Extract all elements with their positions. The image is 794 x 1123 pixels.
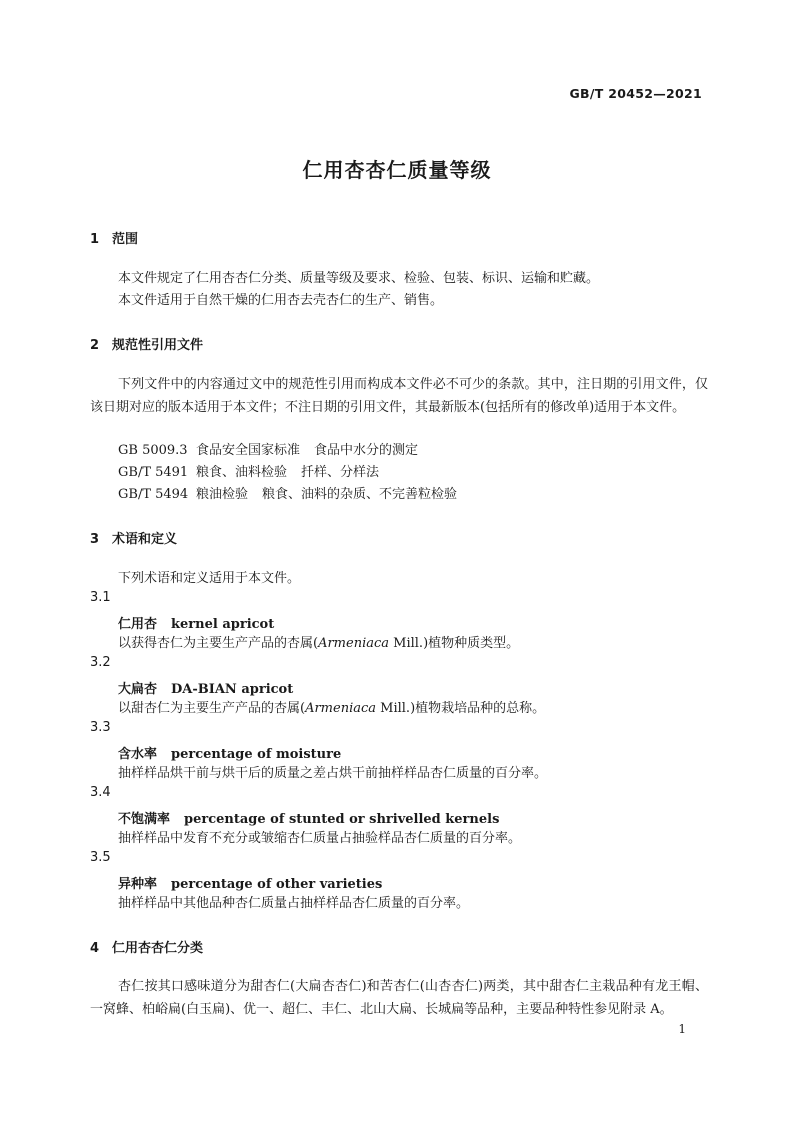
term-english: DA-BIAN apricot [171, 682, 294, 697]
term-chinese: 大扁杏 [118, 682, 158, 697]
document-title: 仁用杏杏仁质量等级 [302, 158, 492, 182]
reference-code: GB/T 5494 [118, 487, 189, 502]
definition-italic: Armeniaca [318, 636, 390, 651]
section-4-heading [90, 937, 203, 956]
section-1-heading [90, 228, 138, 247]
term-chinese: 仁用杏 [118, 617, 158, 632]
reference-title-2: 食品中水分的测定 [314, 443, 419, 458]
reference-title-2: 扦样、分样法 [301, 465, 380, 480]
section-title: 规范性引用文件 [112, 338, 204, 353]
term-entry [118, 678, 293, 697]
reference-title-1: 食品安全国家标准 [196, 443, 301, 458]
term-english: percentage of stunted or shrivelled kernels [184, 812, 500, 827]
reference-title-1: 粮油检验 [196, 487, 249, 502]
scope-paragraph-1: 本文件规定了仁用杏杏仁分类、质量等级及要求、检验、包装、标识、运输和贮藏。 [118, 271, 600, 286]
term-entry [118, 613, 274, 632]
standard-code: GB/T 20452—2021 [569, 86, 702, 101]
term-definition: 抽样样品中其他品种杏仁质量占抽样样品杏仁质量的百分率。 [118, 896, 470, 911]
definition-text: Mill.)植物栽培品种的总称。 [376, 701, 546, 716]
term-number: 3.4 [90, 785, 111, 800]
term-chinese: 异种率 [118, 877, 158, 892]
definition-text: 以甜杏仁为主要生产产品的杏属( [118, 701, 306, 716]
term-number: 3.2 [90, 655, 111, 670]
reference-title-1: 粮食、油料检验 [196, 465, 288, 480]
definition-italic: Armeniaca [305, 701, 377, 716]
term-entry [118, 873, 382, 892]
section-title: 仁用杏杏仁分类 [112, 941, 204, 956]
term-definition: 抽样样品烘干前与烘干后的质量之差占烘干前抽样样品杏仁质量的百分率。 [118, 766, 548, 781]
reference-code: GB 5009.3 [118, 443, 188, 458]
reference-item [118, 484, 457, 506]
page-number: 1 [678, 1022, 686, 1036]
section-number: 4 [90, 941, 100, 956]
term-english: percentage of moisture [171, 747, 342, 762]
term-definition: 抽样样品中发育不充分或皱缩杏仁质量占抽验样品杏仁质量的百分率。 [118, 831, 522, 846]
reference-title-2: 粮食、油料的杂质、不完善粒检验 [262, 487, 458, 502]
scope-paragraph-2: 本文件适用于自然干燥的仁用杏去壳杏仁的生产、销售。 [118, 293, 444, 308]
term-chinese: 不饱满率 [118, 812, 171, 827]
definition-text: 以获得杏仁为主要生产产品的杏属( [118, 636, 319, 651]
section-2-heading [90, 334, 203, 353]
term-number: 3.5 [90, 850, 111, 865]
term-english: percentage of other varieties [171, 877, 383, 892]
reference-item [118, 440, 418, 462]
classification-paragraph: 杏仁按其口感味道分为甜杏仁(大扁杏杏仁)和苦杏仁(山杏杏仁)两类，其中甜杏仁主栽品种有龙王帽、一窝蜂、柏峪扁(白玉扁)、优一、超仁、丰仁、北山大扁、长城扁等品种，主要品种特性参见附录 A。 [90, 979, 708, 1017]
definition-text: Mill.)植物种质类型。 [389, 636, 520, 651]
term-entry [118, 808, 499, 827]
term-chinese: 含水率 [118, 747, 158, 762]
term-english: kernel apricot [171, 617, 275, 632]
section-title: 范围 [112, 232, 139, 247]
term-number: 3.3 [90, 720, 111, 735]
section-number: 1 [90, 232, 100, 247]
section-3-heading [90, 528, 177, 547]
section-number: 3 [90, 532, 100, 547]
normative-references-intro: 下列文件中的内容通过文中的规范性引用而构成本文件必不可少的条款。其中，注日期的引用文件，仅该日期对应的版本适用于本文件；不注日期的引用文件，其最新版本(包括所有的修改单)适用于本文件。 [90, 377, 708, 415]
reference-code: GB/T 5491 [118, 465, 189, 480]
term-number: 3.1 [90, 590, 111, 605]
term-entry [118, 743, 341, 762]
terms-intro: 下列术语和定义适用于本文件。 [118, 571, 301, 586]
section-number: 2 [90, 338, 100, 353]
term-definition [118, 633, 519, 655]
reference-item [118, 462, 379, 484]
section-title: 术语和定义 [112, 532, 178, 547]
term-definition [118, 698, 545, 720]
